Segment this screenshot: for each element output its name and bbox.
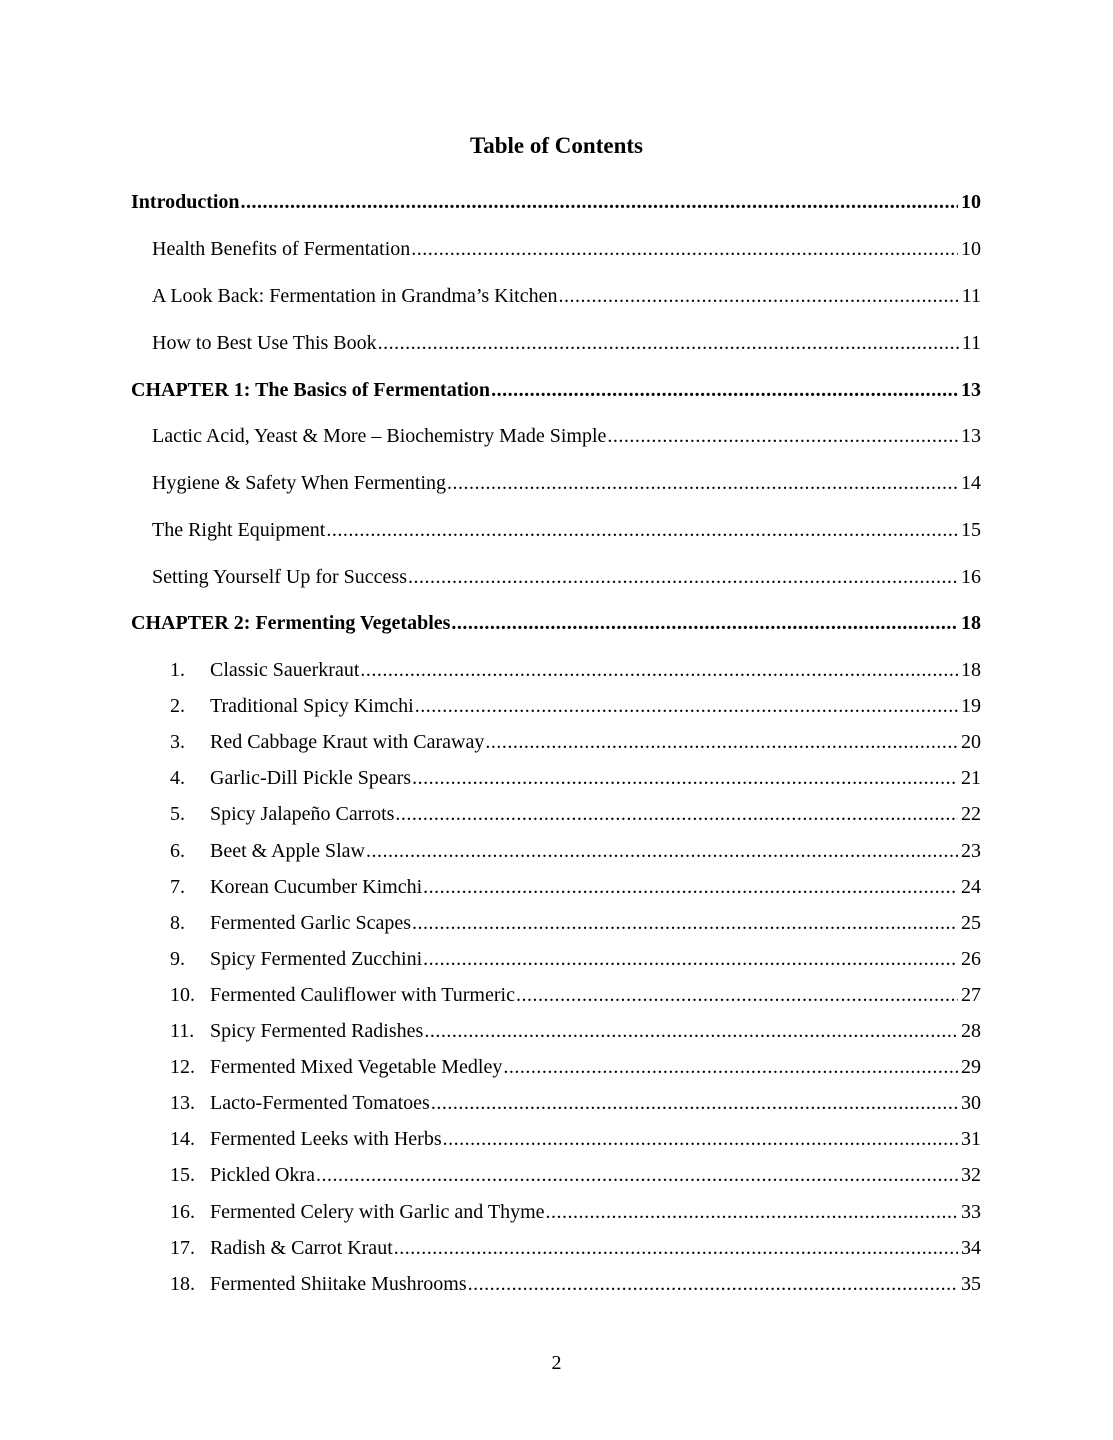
toc-entry-label: How to Best Use This Book: [152, 332, 377, 354]
toc-entry-page: 30: [961, 1092, 981, 1115]
toc-entry[interactable]: [170, 982, 981, 1008]
toc-entry-label: Fermented Leeks with Herbs: [210, 1128, 442, 1151]
toc-entry-number: 17.: [170, 1236, 195, 1259]
toc-entry-number: 3.: [170, 731, 185, 754]
dot-leader: [607, 423, 958, 449]
toc-entry-label: Health Benefits of Fermentation: [152, 238, 411, 260]
toc-entry-page: 15: [961, 519, 981, 541]
toc-entry-page: 14: [961, 472, 981, 494]
toc-entry[interactable]: [170, 729, 981, 755]
toc-entry-page: 13: [961, 425, 981, 447]
toc-entry-label: CHAPTER 1: The Basics of Fermentation: [131, 379, 491, 401]
dot-leader: [411, 236, 958, 262]
toc-entry-page: 34: [961, 1236, 981, 1259]
dot-leader: [360, 657, 958, 683]
dot-leader: [491, 377, 958, 403]
dot-leader: [451, 610, 958, 636]
page-title: Table of Contents: [470, 133, 643, 158]
dot-leader: [447, 470, 958, 496]
dot-leader: [412, 910, 958, 936]
toc-entry-label: Fermented Cauliflower with Turmeric: [210, 983, 515, 1006]
toc-entry[interactable]: [170, 1162, 981, 1188]
toc-entry-label: CHAPTER 2: Fermenting Vegetables: [131, 612, 451, 634]
toc-entry-page: 29: [961, 1056, 981, 1079]
toc-entry-page: 18: [961, 612, 981, 634]
toc-entry[interactable]: [170, 1090, 981, 1116]
toc-entry-label: Classic Sauerkraut: [210, 659, 360, 681]
toc-entry-label: Fermented Shiitake Mushrooms: [210, 1272, 467, 1295]
toc-entry-label: Lactic Acid, Yeast & More – Biochemistry Made Simple: [152, 425, 607, 447]
toc-entry-number: 9.: [170, 947, 185, 970]
toc-entry-page: 26: [961, 947, 981, 970]
toc-entry-page: 23: [961, 839, 981, 862]
toc-entry-number: 6.: [170, 839, 185, 862]
toc-entry-page: 11: [961, 332, 981, 354]
toc-entry-label: Pickled Okra: [210, 1164, 315, 1187]
toc-entry-number: 8.: [170, 911, 185, 934]
toc-entry-page: 24: [961, 875, 981, 898]
toc-entry[interactable]: [170, 946, 981, 972]
toc-entry[interactable]: [170, 910, 981, 936]
toc-entry-page: 28: [961, 1020, 981, 1042]
toc-entry-page: 10: [961, 238, 981, 260]
toc-entry-page: 16: [961, 566, 981, 588]
toc-entry-number: 16.: [170, 1200, 195, 1223]
toc-entry-page: 18: [961, 659, 981, 681]
dot-leader: [423, 874, 958, 900]
toc-entry-page: 10: [961, 191, 981, 213]
toc-entry-page: 25: [961, 911, 981, 934]
toc-entry-label: Introduction: [131, 191, 240, 213]
toc-entry[interactable]: [152, 283, 981, 309]
page-number: 2: [551, 1352, 562, 1374]
toc-entry[interactable]: [170, 1199, 981, 1225]
dot-leader: [395, 801, 958, 827]
toc-entry-label: Traditional Spicy Kimchi: [210, 695, 414, 718]
toc-entry-label: A Look Back: Fermentation in Grandma’s Kitchen: [152, 285, 558, 307]
dot-leader: [443, 1126, 958, 1152]
toc-entry-page: 35: [961, 1272, 981, 1295]
dot-leader: [241, 189, 958, 215]
dot-leader: [431, 1090, 958, 1116]
dot-leader: [316, 1162, 958, 1188]
toc-entry-number: 12.: [170, 1056, 195, 1079]
toc-entry[interactable]: [131, 610, 981, 636]
toc-entry[interactable]: [170, 1235, 981, 1261]
toc-entry-page: 19: [961, 695, 981, 718]
toc-entry[interactable]: [152, 330, 981, 356]
dot-leader: [366, 838, 958, 864]
toc-entry-label: Lacto-Fermented Tomatoes: [210, 1092, 430, 1115]
toc-entry-page: 32: [961, 1164, 981, 1187]
toc-entry[interactable]: [170, 1054, 981, 1080]
toc-entry-label: Fermented Celery with Garlic and Thyme: [210, 1200, 545, 1223]
dot-leader: [394, 1235, 958, 1261]
dot-leader: [558, 283, 958, 309]
toc-entry-label: Garlic-Dill Pickle Spears: [210, 767, 412, 790]
toc-entry-number: 2.: [170, 695, 185, 718]
toc-entry[interactable]: [152, 564, 981, 590]
toc-entry[interactable]: [170, 801, 981, 827]
toc-entry-label: Beet & Apple Slaw: [210, 839, 365, 862]
toc-entry-page: 33: [961, 1200, 981, 1223]
toc-entry-label: Spicy Jalapeño Carrots: [210, 803, 395, 826]
toc-entry[interactable]: [170, 657, 981, 683]
toc-entry[interactable]: [152, 423, 981, 449]
dot-leader: [415, 693, 958, 719]
toc-entry-number: 7.: [170, 875, 185, 898]
toc-entry-label: Spicy Fermented Zucchini: [210, 947, 423, 970]
dot-leader: [378, 330, 959, 356]
toc-entry-page: 20: [961, 731, 981, 754]
toc-entry-page: 22: [961, 803, 981, 826]
toc-entry-page: 13: [961, 379, 981, 401]
toc-entry-page: 27: [961, 983, 981, 1006]
toc-entry[interactable]: [170, 765, 981, 791]
dot-leader: [485, 729, 958, 755]
dot-leader: [503, 1054, 958, 1080]
toc-entry-page: 11: [961, 285, 981, 307]
dot-leader: [424, 1018, 958, 1044]
dot-leader: [412, 765, 958, 791]
toc-entry-number: 11.: [170, 1020, 195, 1042]
toc-entry[interactable]: [131, 377, 981, 403]
toc-entry-number: 15.: [170, 1164, 195, 1187]
toc-entry-number: 1.: [170, 659, 185, 681]
toc-entry[interactable]: [152, 470, 981, 496]
toc-entry[interactable]: [170, 838, 981, 864]
toc-entry-page: 31: [961, 1128, 981, 1151]
toc-entry[interactable]: [152, 236, 981, 262]
dot-leader: [546, 1199, 958, 1225]
toc-entry-label: Korean Cucumber Kimchi: [210, 875, 423, 898]
toc-entry-label: Red Cabbage Kraut with Caraway: [210, 731, 485, 754]
dot-leader: [408, 564, 958, 590]
toc-entry-number: 5.: [170, 803, 185, 826]
toc-entry[interactable]: [170, 874, 981, 900]
toc-entry[interactable]: [131, 189, 981, 215]
toc-entry-label: Setting Yourself Up for Success: [152, 566, 407, 588]
toc-entry[interactable]: [152, 517, 981, 543]
toc-entry[interactable]: [170, 1126, 981, 1152]
toc-entry-number: 4.: [170, 767, 185, 790]
toc-entry-number: 13.: [170, 1092, 195, 1115]
toc-entry-number: 10.: [170, 983, 195, 1006]
toc-entry-label: Spicy Fermented Radishes: [210, 1020, 424, 1042]
dot-leader: [516, 982, 958, 1008]
toc-entry-label: Fermented Mixed Vegetable Medley: [210, 1056, 503, 1079]
toc-entry-label: Radish & Carrot Kraut: [210, 1236, 393, 1259]
toc-entry[interactable]: [170, 1018, 981, 1044]
dot-leader: [423, 946, 958, 972]
toc-entry-label: The Right Equipment: [152, 519, 326, 541]
toc-entry[interactable]: [170, 1271, 981, 1297]
toc-entry-label: Hygiene & Safety When Fermenting: [152, 472, 447, 494]
toc-entry-page: 21: [961, 767, 981, 790]
toc-entry-number: 18.: [170, 1272, 195, 1295]
dot-leader: [468, 1271, 958, 1297]
toc-entry-label: Fermented Garlic Scapes: [210, 911, 412, 934]
toc-entry[interactable]: [170, 693, 981, 719]
dot-leader: [326, 517, 958, 543]
toc-entry-number: 14.: [170, 1128, 195, 1151]
